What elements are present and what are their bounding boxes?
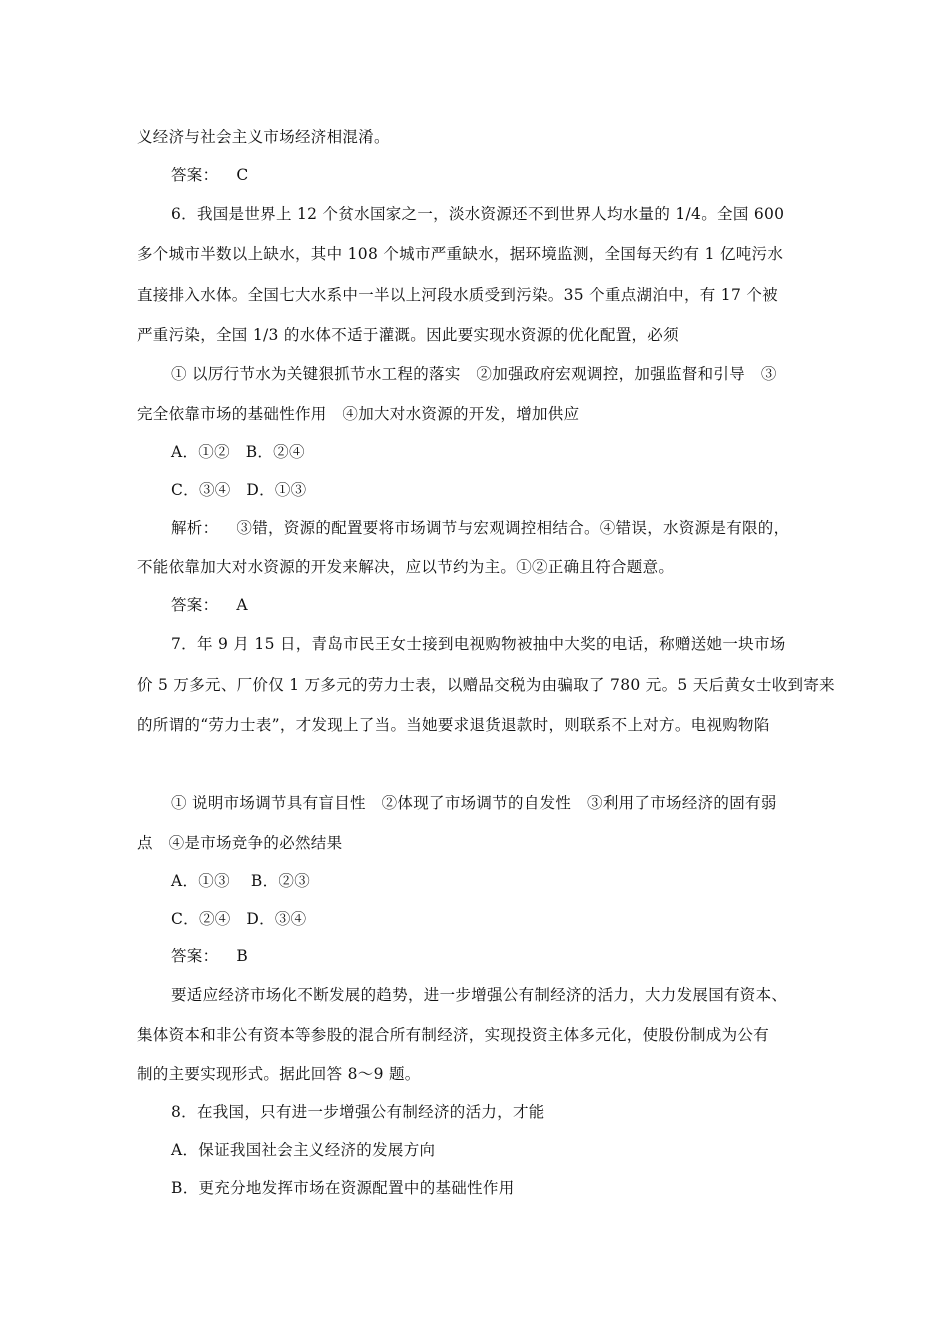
question-6-line-4: 严重污染，全国 1/3 的水体不适于灌溉。因此要实现水资源的优化配置，必须	[137, 326, 679, 344]
answer-line-q5	[171, 165, 249, 185]
question-6-line-1: 6．我国是世界上 12 个贫水国家之一，淡水资源还不到世界人均水量的 1/4。全国 600	[171, 205, 785, 223]
question-7-line-2: 价 5 万多元、厂价仅 1 万多元的劳力士表，以赠品交税为由骗取了 780 元。5 天后黄女士收到寄来	[137, 676, 835, 694]
question-7-choice-cd: C．②④ D．③④	[171, 910, 307, 928]
answer-label: 答案：	[171, 596, 219, 614]
text-line-continuation: 义经济与社会主义市场经济相混淆。	[137, 128, 390, 146]
answer-value: C	[236, 166, 249, 184]
question-8-option-a: A．保证我国社会主义经济的发展方向	[171, 1141, 436, 1159]
question-8-option-b: B．更充分地发挥市场在资源配置中的基础性作用	[171, 1179, 515, 1197]
analysis-text: ③错，资源的配置要将市场调节与宏观调控相结合。④错误，水资源是有限的，	[236, 519, 790, 537]
question-6-choice-ab: A．①② B．②④	[171, 443, 305, 461]
answer-value: A	[236, 596, 248, 614]
question-6-options-line-2: 完全依靠市场的基础性作用 ④加大对水资源的开发，增加供应	[137, 405, 580, 423]
question-6-options-line-1: ① 以厉行节水为关键狠抓节水工程的落实 ②加强政府宏观调控，加强监督和引导 ③	[171, 365, 777, 383]
answer-label: 答案：	[171, 947, 219, 965]
answer-value: B	[236, 947, 249, 965]
question-7-options-line-1: ① 说明市场调节具有盲目性 ②体现了市场调节的自发性 ③利用了市场经济的固有弱	[171, 794, 777, 812]
passage-line-3: 制的主要实现形式。据此回答 8～9 题。	[137, 1065, 421, 1083]
answer-line-q6	[171, 595, 248, 615]
answer-label: 答案：	[171, 166, 219, 184]
answer-line-q7	[171, 946, 248, 966]
passage-line-1: 要适应经济市场化不断发展的趋势，进一步增强公有制经济的活力，大力发展国有资本、	[171, 986, 788, 1004]
question-7-choice-ab: A．①③ B．②③	[171, 872, 311, 890]
question-8-line-1: 8．在我国，只有进一步增强公有制经济的活力，才能	[171, 1103, 545, 1121]
question-6-line-2: 多个城市半数以上缺水，其中 108 个城市严重缺水，据环境监测，全国每天约有 1 亿吨污水	[137, 245, 784, 263]
question-7-line-1: 7．年 9 月 15 日，青岛市民王女士接到电视购物被抽中大奖的电话，称赠送她一块市场	[171, 635, 786, 653]
analysis-line-2: 不能依靠加大对水资源的开发来解决，应以节约为主。①②正确且符合题意。	[137, 558, 675, 576]
analysis-label: 解析：	[171, 519, 219, 537]
question-7-line-3: 的所谓的“劳力士表”，才发现上了当。当她要求退货退款时，则联系不上对方。电视购物陷	[137, 716, 770, 734]
analysis-line-1	[171, 518, 789, 538]
question-6-line-3: 直接排入水体。全国七大水系中一半以上河段水质受到污染。35 个重点湖泊中，有 17 个被	[137, 286, 778, 304]
passage-line-2: 集体资本和非公有资本等参股的混合所有制经济，实现投资主体多元化，使股份制成为公有	[137, 1026, 770, 1044]
question-6-choice-cd: C．③④ D．①③	[171, 481, 307, 499]
question-7-options-line-2: 点 ④是市场竞争的必然结果	[137, 834, 343, 852]
